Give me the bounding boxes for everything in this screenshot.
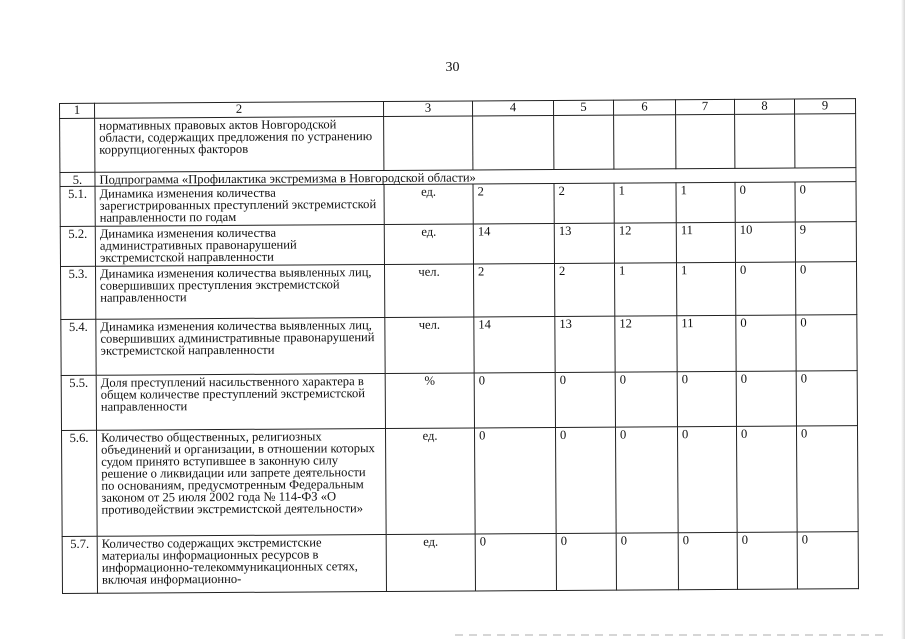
value-cell: 0 (555, 372, 615, 427)
row-number: 5.4. (61, 319, 96, 375)
table-row (61, 371, 857, 431)
table-row (62, 532, 858, 594)
value-cell (735, 114, 795, 168)
column-header: 3 (383, 101, 472, 117)
value-cell: 0 (736, 315, 796, 371)
unit-of-measure: ед. (384, 184, 473, 225)
value-cell: 0 (795, 182, 856, 222)
row-number: 5.1. (60, 186, 95, 226)
scan-edge (901, 0, 905, 639)
indicator-name: Доля преступлений насильственного характера в общем количестве преступлений экстремистской направленности (96, 374, 385, 431)
value-cell: 10 (735, 222, 795, 262)
column-header: 9 (794, 99, 855, 114)
value-cell: 1 (676, 182, 735, 222)
indicator-name: Динамика изменения количества выявленных лиц, совершивших административные правонарушений экстремистской направленности (96, 318, 385, 376)
value-cell: 0 (678, 532, 737, 589)
value-cell (554, 115, 614, 169)
indicators-table (59, 98, 859, 594)
indicator-name: нормативных правовых актов Новгородской области, содержащих предложения по устранению коррупциогенных факторов (95, 117, 384, 173)
value-cell: 0 (737, 532, 797, 589)
column-header: 8 (734, 99, 794, 114)
row-number (60, 118, 95, 172)
unit-of-measure: % (385, 373, 474, 429)
column-header: 4 (472, 100, 553, 115)
value-cell: 0 (736, 371, 796, 426)
value-cell: 2 (554, 263, 614, 316)
table-row (61, 315, 857, 376)
column-header: 7 (675, 99, 734, 114)
value-cell: 0 (796, 315, 857, 371)
table-row (60, 182, 856, 227)
value-cell: 2 (473, 263, 554, 316)
value-cell: 14 (474, 316, 555, 372)
column-header: 6 (613, 100, 675, 115)
unit-of-measure: чел. (384, 264, 473, 318)
value-cell: 0 (615, 372, 677, 427)
value-cell: 12 (615, 316, 677, 372)
scan-artifact (455, 634, 885, 636)
value-cell: 14 (473, 223, 554, 263)
table-row (60, 114, 856, 173)
value-cell (795, 114, 856, 168)
value-cell: 0 (677, 371, 736, 426)
indicator-name: Динамика изменения количества административных правонарушений экстремистской направленности (95, 225, 384, 267)
unit-of-measure (384, 116, 473, 171)
row-number: 5.2. (60, 226, 95, 266)
indicator-name: Количество общественных, религиозных объединений и организации, в отношении которых судом принято вступившее в законную силу решение о ликвидации или запрете деятельности по основаниям, предусмотренным Федеральным законом от 25 июля 2002 года № 114-ФЗ «О противодействии экстремистской деятельности» (96, 429, 386, 537)
value-cell: 9 (795, 222, 856, 262)
column-header: 5 (553, 100, 613, 115)
unit-of-measure: ед. (386, 534, 475, 592)
value-cell: 2 (473, 183, 554, 223)
value-cell: 0 (735, 262, 795, 315)
indicator-name: Динамика изменения количества зарегистрированных преступлений экстремистской направленности по годам (95, 185, 384, 227)
value-cell: 0 (555, 427, 616, 533)
section-title: Подпрограмма «Профилактика экстремизма в Новгородской области» (95, 168, 856, 187)
column-header: 2 (95, 102, 384, 119)
value-cell: 0 (796, 426, 858, 532)
row-number: 5.5. (61, 375, 96, 430)
value-cell (473, 115, 554, 169)
value-cell: 0 (474, 372, 555, 427)
table-row (60, 222, 856, 267)
indicator-name: Динамика изменения количества выявленных лиц, совершивших преступления экстремистской направленности (95, 265, 384, 320)
value-cell: 11 (676, 222, 735, 262)
table-row (62, 426, 859, 537)
unit-of-measure: чел. (385, 317, 474, 374)
value-cell: 0 (615, 427, 678, 533)
value-cell: 0 (475, 533, 556, 590)
column-header: 1 (60, 103, 95, 118)
value-cell: 0 (796, 371, 857, 426)
value-cell: 11 (677, 315, 736, 371)
row-number: 5. (60, 172, 95, 186)
value-cell: 13 (554, 223, 614, 263)
value-cell: 0 (677, 426, 737, 532)
page-number: 30 (445, 60, 460, 75)
value-cell: 1 (676, 262, 735, 315)
value-cell: 0 (616, 533, 678, 590)
value-cell: 13 (555, 316, 615, 372)
value-cell: 1 (614, 183, 676, 223)
value-cell: 1 (614, 263, 676, 316)
unit-of-measure: ед. (385, 428, 475, 535)
indicator-name: Количество содержащих экстремистские материалы информационных ресурсов в информационно-телекоммуникационных сетях, включая информационно- (97, 535, 386, 594)
value-cell: 0 (556, 533, 616, 590)
value-cell: 12 (614, 223, 676, 263)
value-cell: 0 (736, 426, 797, 532)
value-cell (614, 115, 676, 169)
value-cell: 2 (554, 183, 614, 223)
value-cell: 0 (735, 182, 795, 222)
row-number: 5.7. (62, 536, 97, 593)
value-cell: 0 (797, 532, 858, 589)
row-number: 5.6. (62, 430, 98, 536)
value-cell: 0 (474, 427, 556, 533)
unit-of-measure: ед. (384, 224, 473, 265)
row-number: 5.3. (60, 266, 95, 319)
table-row (60, 262, 856, 320)
value-cell: 0 (795, 262, 856, 315)
value-cell (676, 114, 735, 168)
